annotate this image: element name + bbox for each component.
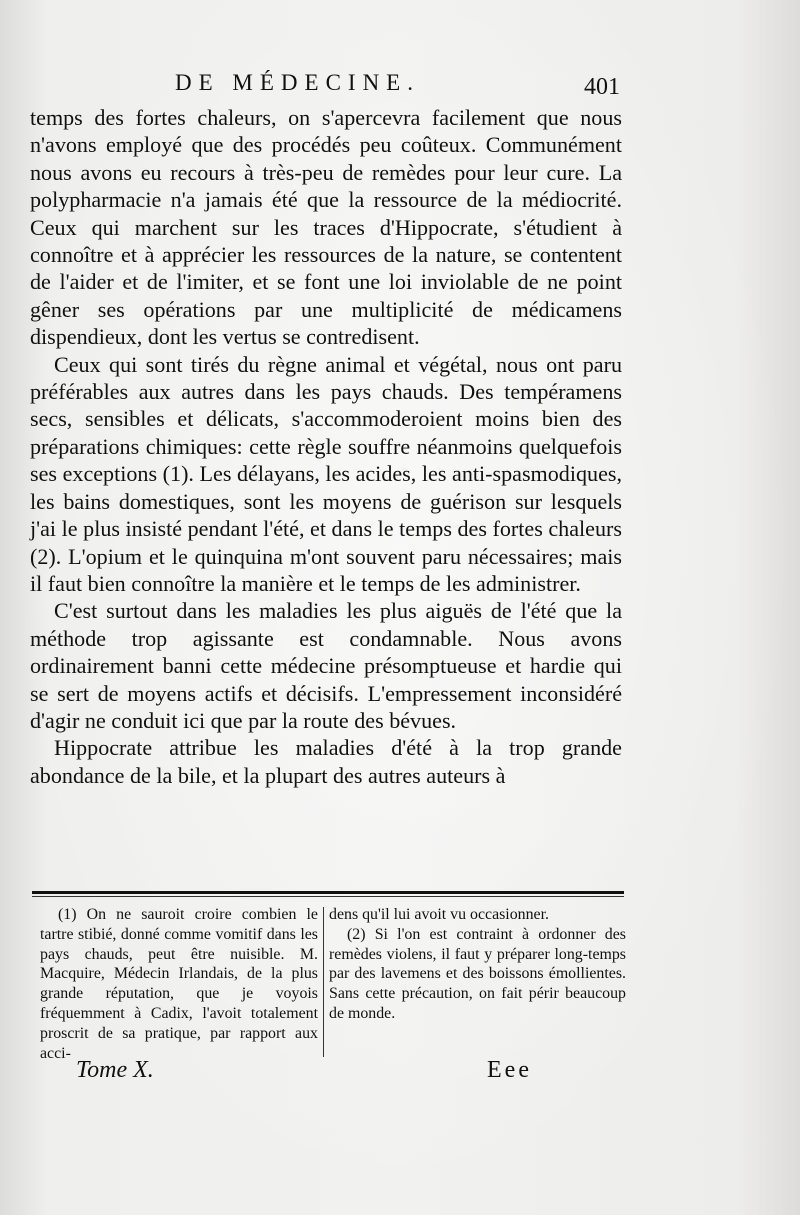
page-number: 401 bbox=[584, 74, 620, 100]
volume-label: Tome X. bbox=[76, 1057, 154, 1083]
footnote-column-right bbox=[329, 905, 626, 1024]
paragraph-4: Hippocrate attribue les maladies d'été à la trop grande abondance de la bile, et la plupart des autres auteurs à bbox=[30, 735, 622, 788]
paragraph-2: Ceux qui sont tirés du règne animal et végétal, nous ont paru préférables aux autres dans les pays chauds. Des tempéramens secs, sensibles et délicats, s'accommoderoient moins bien des préparations chimiques: cette règle souffre néanmoins quelquefois ses exceptions (1). Les délayans, les acides, les anti-spasmodiques, les bains domestiques, sont les moyens de guérison sur lesquels j'ai le plus insisté pendant l'été, et dans le temps des fortes chaleurs (2). L'opium et le quinquina m'ont souvent paru nécessaires; mais il faut bien connoître la manière et le temps de les administrer. bbox=[30, 351, 622, 596]
running-head: DE MÉDECINE. bbox=[175, 70, 420, 95]
footnote-column-left bbox=[40, 905, 318, 1063]
footnote-1-continuation: dens qu'il lui avoit vu occasionner. bbox=[329, 906, 549, 923]
footnote-rule-thin bbox=[32, 896, 624, 897]
footnote-rule bbox=[32, 891, 624, 894]
main-text bbox=[30, 104, 622, 789]
footnote-2: (2) Si l'on est contraint à ordonner des remèdes violens, il faut y préparer long-temps par des lavemens et des boissons émollientes. Sans cette précaution, on fait périr beaucoup de monde. bbox=[329, 925, 626, 1022]
paragraph-1: temps des fortes chaleurs, on s'apercevra facilement que nous n'avons employé que des procédés peu coûteux. Communément nous avons eu recours à très-peu de remèdes pour leur cure. La polypharmacie n'a jamais été que la ressource de la médiocrité. Ceux qui marchent sur les traces d'Hippocrate, s'étudient à connoître et à apprécier les ressources de la nature, se contentent de l'aider et de l'imiter, et se font une loi inviolable de ne point gêner ses opérations par une multiplicité de médicamens dispendieux, dont les vertus se contredisent. bbox=[30, 105, 622, 350]
footnote-1: (1) On ne sauroit croire combien le tartre stibié, donné comme vomitif dans les pays chauds, peut être nuisible. M. Macquire, Médecin Irlandais, de la plus grande réputation, que je voyois fréquemment à Cadix, l'avoit totalement proscrit de sa pratique, par rapport aux acci- bbox=[40, 906, 318, 1062]
footnote-column-divider bbox=[323, 907, 324, 1057]
paragraph-3: C'est surtout dans les maladies les plus aiguës de l'été que la méthode trop agissante est condamnable. Nous avons ordinairement banni cette médecine présomptueuse et hardie qui se sert de moyens actifs et décisifs. L'empressement inconsidéré d'agir ne conduit ici que par la route des bévues. bbox=[30, 598, 622, 733]
signature-mark: Eee bbox=[487, 1057, 532, 1083]
